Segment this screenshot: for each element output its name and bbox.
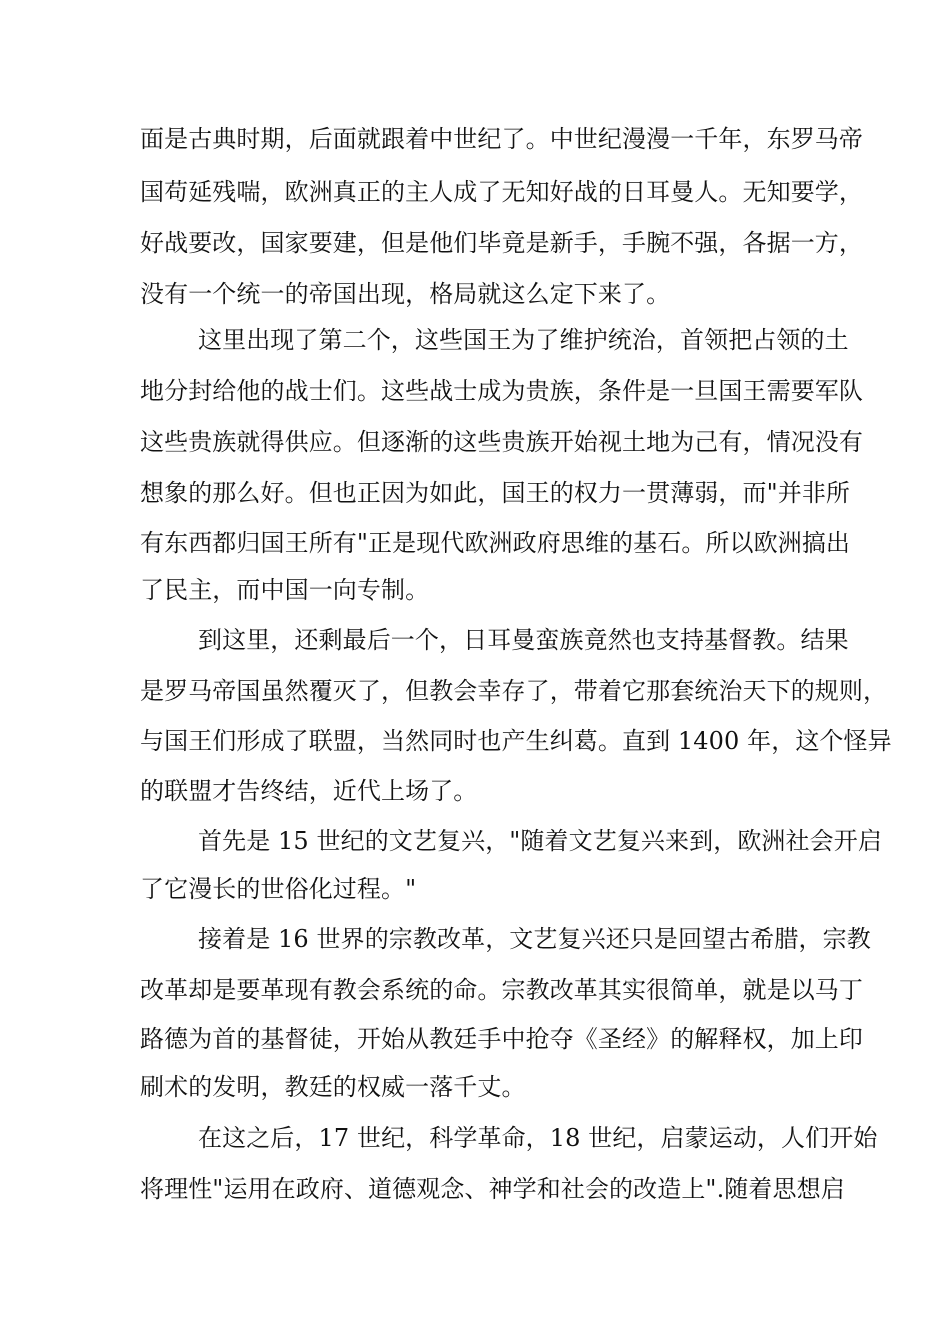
text-line: 面是古典时期，后面就跟着中世纪了。中世纪漫漫一千年，东罗马帝 xyxy=(140,125,863,153)
text-line: 改革却是要革现有教会系统的命。宗教改革其实很简单，就是以马丁 xyxy=(140,976,863,1004)
text-line: 想象的那么好。但也正因为如此，国王的权力一贯薄弱，而"并非所 xyxy=(140,479,851,507)
paragraph-first-line: 这里出现了第二个，这些国王为了维护统治，首领把占领的土 xyxy=(198,326,849,354)
text-line: 路德为首的基督徒，开始从教廷手中抢夺《圣经》的解释权，加上印 xyxy=(140,1025,863,1053)
paragraph-first-line: 接着是 16 世界的宗教改革，文艺复兴还只是回望古希腊，宗教 xyxy=(198,925,871,953)
paragraph-first-line: 到这里，还剩最后一个，日耳曼蛮族竟然也支持基督教。结果 xyxy=(198,626,849,654)
text-line: 好战要改，国家要建，但是他们毕竟是新手，手腕不强，各据一方， xyxy=(140,229,863,257)
text-line: 这些贵族就得供应。但逐渐的这些贵族开始视土地为己有，情况没有 xyxy=(140,428,863,456)
text-line: 与国王们形成了联盟，当然同时也产生纠葛。直到 1400 年，这个怪异 xyxy=(140,727,892,755)
paragraph-first-line: 在这之后，17 世纪，科学革命，18 世纪，启蒙运动，人们开始 xyxy=(198,1124,878,1152)
text-line: 国苟延残喘，欧洲真正的主人成了无知好战的日耳曼人。无知要学， xyxy=(140,178,863,206)
paragraph-first-line: 首先是 15 世纪的文艺复兴，"随着文艺复兴来到，欧洲社会开启 xyxy=(198,827,882,855)
text-line: 将理性"运用在政府、道德观念、神学和社会的改造上".随着思想启 xyxy=(140,1175,845,1203)
text-line: 地分封给他的战士们。这些战士成为贵族，条件是一旦国王需要军队 xyxy=(140,377,863,405)
text-line: 了它漫长的世俗化过程。" xyxy=(140,875,417,903)
text-line: 刷术的发明，教廷的权威一落千丈。 xyxy=(140,1073,526,1101)
text-line: 有东西都归国王所有"正是现代欧洲政府思维的基石。所以欧洲搞出 xyxy=(140,529,851,557)
text-line: 的联盟才告终结，近代上场了。 xyxy=(140,777,478,805)
text-line: 了民主，而中国一向专制。 xyxy=(140,576,430,604)
text-line: 没有一个统一的帝国出现，格局就这么定下来了。 xyxy=(140,280,671,308)
text-line: 是罗马帝国虽然覆灭了，但教会幸存了，带着它那套统治天下的规则， xyxy=(140,677,888,705)
